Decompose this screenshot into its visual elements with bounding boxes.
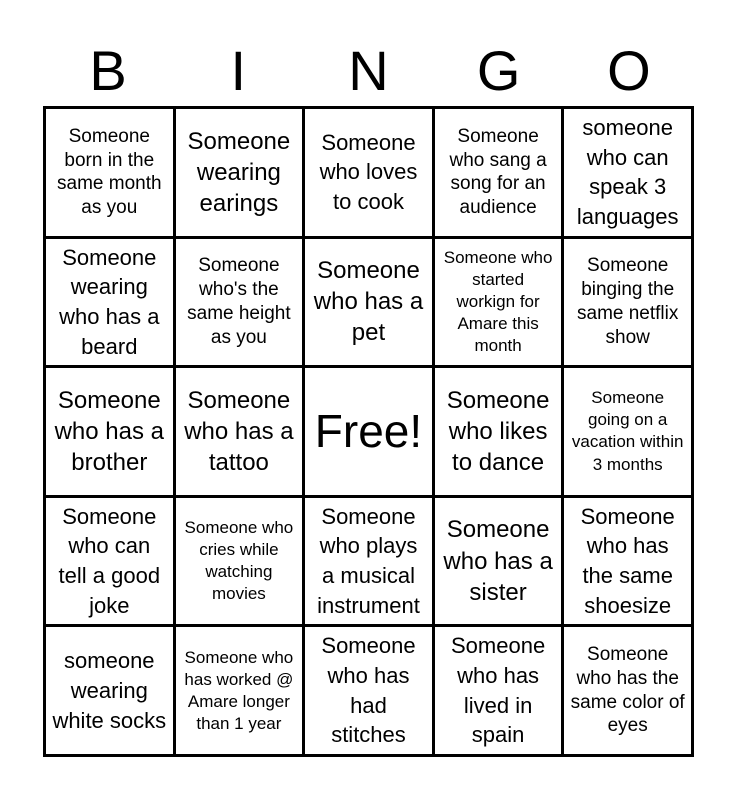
cell-text: Someone who has worked @ Amare longer than 1 year	[184, 647, 294, 733]
cell-text: Someone who's the same height as you	[187, 255, 291, 348]
cell-text: Someone wearing who has a beard	[59, 244, 160, 359]
bingo-cell	[305, 627, 432, 754]
header-letter-n: N	[348, 39, 389, 102]
bingo-header	[43, 40, 694, 102]
bingo-cell	[435, 498, 562, 625]
cell-text: someone who can speak 3 languages	[576, 114, 679, 229]
bingo-cell	[435, 627, 562, 754]
cell-text: someone wearing white socks	[52, 648, 167, 733]
free-space	[305, 368, 432, 495]
bingo-cell	[176, 498, 303, 625]
bingo-cell	[46, 627, 173, 754]
bingo-cell	[305, 498, 432, 625]
cell-text: Someone who has lived in spain	[451, 633, 546, 748]
bingo-cell	[435, 239, 562, 366]
bingo-cell	[564, 239, 691, 366]
header-letter-o: O	[607, 39, 651, 102]
cell-text: Someone who started workign for Amare this month	[443, 247, 553, 356]
cell-text: Someone going on a vacation within 3 months	[571, 388, 684, 474]
bingo-cell	[305, 239, 432, 366]
cell-text: Someone who loves to cook	[319, 129, 418, 215]
cell-text: Someone who has the same shoesize	[580, 503, 675, 618]
bingo-cell	[564, 109, 691, 236]
bingo-cell	[176, 627, 303, 754]
header-letter-b: B	[89, 39, 127, 102]
bingo-cell	[305, 109, 432, 236]
free-space-label: Free!	[314, 405, 423, 458]
bingo-cell	[46, 368, 173, 495]
bingo-cell	[176, 368, 303, 495]
cell-text: Someone who has a sister	[443, 516, 553, 606]
bingo-cell	[46, 498, 173, 625]
cell-text: Someone who has had stitches	[321, 633, 416, 748]
cell-text: Someone wearing earings	[187, 127, 291, 217]
cell-text: Someone who has a pet	[313, 257, 424, 347]
cell-text: Someone who cries while watching movies	[184, 517, 294, 604]
bingo-cell	[564, 368, 691, 495]
cell-text: Someone who plays a musical instrument	[317, 503, 420, 618]
cell-text: Someone binging the same netflix show	[577, 255, 679, 348]
cell-text: Someone who can tell a good joke	[58, 503, 161, 618]
bingo-cell	[564, 627, 691, 754]
bingo-board	[43, 106, 694, 757]
cell-text: Someone who has a tattoo	[184, 386, 294, 477]
header-letter-g: G	[476, 39, 521, 102]
bingo-cell	[435, 368, 562, 495]
bingo-cell	[176, 109, 303, 236]
cell-text: Someone who likes to dance	[446, 386, 550, 477]
cell-text: Someone who has a brother	[54, 386, 164, 477]
cell-text: Someone born in the same month as you	[57, 125, 162, 219]
bingo-cell	[46, 109, 173, 236]
cell-text: Someone who sang a song for an audience	[449, 125, 547, 219]
header-letter-i: I	[230, 39, 247, 102]
bingo-cell	[435, 109, 562, 236]
cell-text: Someone who has the same color of eyes	[570, 644, 685, 737]
bingo-cell	[46, 239, 173, 366]
bingo-cell	[176, 239, 303, 366]
bingo-cell	[564, 498, 691, 625]
